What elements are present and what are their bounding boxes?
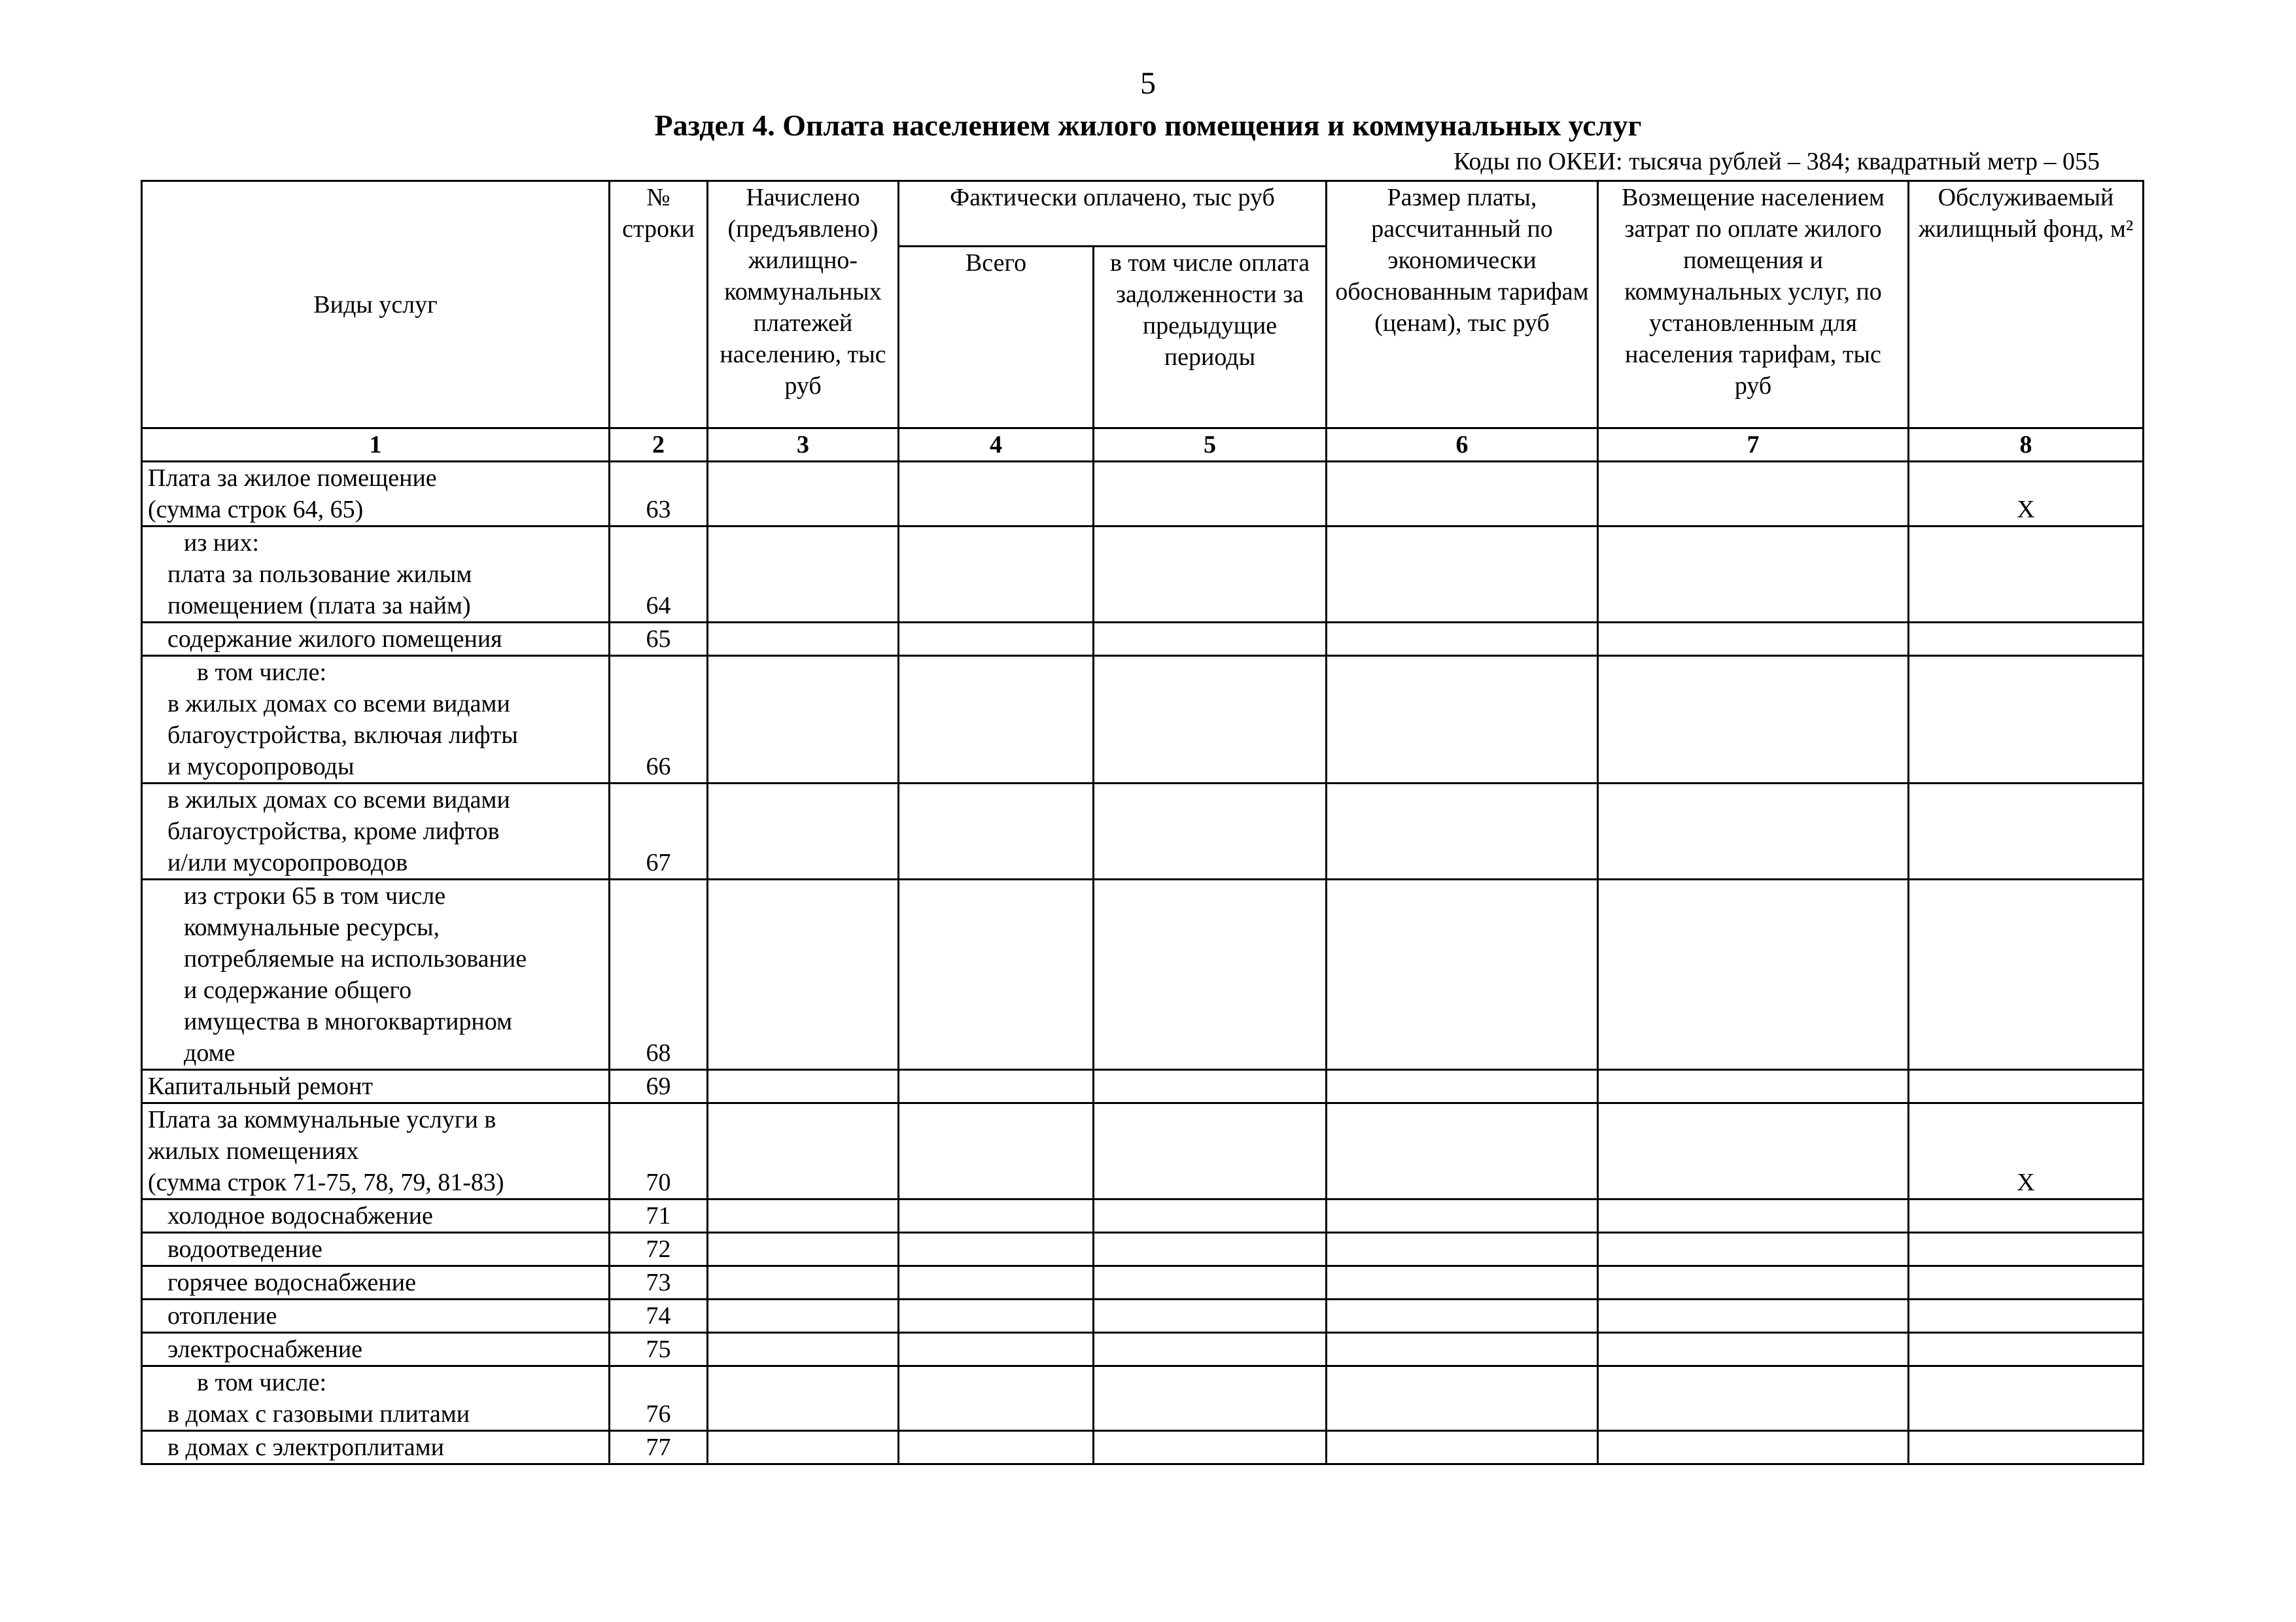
data-cell-col-3[interactable]: [708, 1199, 899, 1233]
table-row: [142, 1103, 2144, 1199]
header-paid-total: Всего: [899, 247, 1094, 428]
housing-stock-cell[interactable]: [1909, 656, 2144, 784]
data-cell-col-4[interactable]: [899, 1300, 1094, 1333]
table-row: [142, 1333, 2144, 1366]
row-code: 75: [610, 1333, 708, 1366]
data-cell-col-6[interactable]: [1327, 1070, 1598, 1103]
data-cell-col-3[interactable]: [708, 1431, 899, 1464]
row-code: 73: [610, 1266, 708, 1300]
data-cell-col-6[interactable]: [1327, 1233, 1598, 1266]
table-row: [142, 1431, 2144, 1464]
data-cell-col-6[interactable]: [1327, 1300, 1598, 1333]
row-label-line: плата за пользование жилым: [167, 561, 472, 588]
row-label-line: и/или мусоропроводов: [167, 849, 408, 876]
data-cell-col-7[interactable]: [1598, 1266, 1909, 1300]
data-cell-col-5[interactable]: [1094, 880, 1327, 1070]
data-cell-col-5[interactable]: [1094, 1300, 1327, 1333]
row-label-line: из строки 65 в том числе: [184, 882, 446, 910]
data-cell-col-6[interactable]: [1327, 1266, 1598, 1300]
data-cell-col-6[interactable]: [1327, 880, 1598, 1070]
row-label-line: потребляемые на использование: [184, 945, 527, 973]
data-cell-col-7[interactable]: [1598, 1366, 1909, 1431]
row-label-line: и мусоропроводы: [167, 753, 355, 780]
header-econ-tariff: Размер платы, рассчитанный по экономически обоснованным тарифам (ценам), тыс руб: [1327, 181, 1598, 428]
housing-stock-cell[interactable]: [1909, 1070, 2144, 1103]
data-cell-col-3[interactable]: [708, 1300, 899, 1333]
data-cell-col-4[interactable]: [899, 1333, 1094, 1366]
row-label-line: содержание жилого помещения: [167, 625, 502, 653]
row-label-line: жилых помещениях: [148, 1137, 359, 1165]
row-label: [142, 1300, 610, 1333]
housing-stock-cell: Х: [1909, 462, 2144, 526]
row-label-line: Плата за коммунальные услуги в: [148, 1106, 496, 1133]
data-cell-col-7[interactable]: [1598, 1199, 1909, 1233]
data-cell-col-7[interactable]: [1598, 1233, 1909, 1266]
row-label-line: коммунальные ресурсы,: [184, 914, 440, 941]
table-row: [142, 1300, 2144, 1333]
table-row: [142, 880, 2144, 1070]
table-row: [142, 1266, 2144, 1300]
housing-stock-cell[interactable]: [1909, 1431, 2144, 1464]
data-cell-col-7[interactable]: [1598, 1431, 1909, 1464]
table-row: [142, 623, 2144, 656]
okei-codes-note: Коды по ОКЕИ: тысяча рублей – 384; квадратный метр – 055: [1453, 148, 2100, 175]
housing-stock-cell[interactable]: [1909, 623, 2144, 656]
data-cell-col-4[interactable]: [899, 1266, 1094, 1300]
data-cell-col-4[interactable]: [899, 1103, 1094, 1199]
row-label: [142, 526, 610, 623]
row-code: 65: [610, 623, 708, 656]
data-cell-col-3[interactable]: [708, 1070, 899, 1103]
data-cell-col-4[interactable]: [899, 1233, 1094, 1266]
column-number-7: 7: [1598, 428, 1909, 462]
housing-stock-cell[interactable]: [1909, 784, 2144, 880]
housing-stock-cell[interactable]: [1909, 880, 2144, 1070]
table-row: [142, 1366, 2144, 1431]
row-code: 68: [610, 880, 708, 1070]
row-label-line: благоустройства, кроме лифтов: [167, 818, 500, 845]
row-code: 67: [610, 784, 708, 880]
row-label-line: холодное водоснабжение: [167, 1202, 433, 1230]
row-label-line: в домах с электроплитами: [167, 1434, 445, 1461]
data-cell-col-4[interactable]: [899, 880, 1094, 1070]
data-cell-col-3[interactable]: [708, 656, 899, 784]
table-row: [142, 526, 2144, 623]
data-cell-col-6[interactable]: [1327, 1199, 1598, 1233]
row-code: 71: [610, 1199, 708, 1233]
data-cell-col-3[interactable]: [708, 1366, 899, 1431]
header-services: Виды услуг: [142, 181, 610, 428]
data-cell-col-7[interactable]: [1598, 784, 1909, 880]
housing-stock-cell[interactable]: [1909, 526, 2144, 623]
data-cell-col-5[interactable]: [1094, 1199, 1327, 1233]
table-row: [142, 1199, 2144, 1233]
data-cell-col-4[interactable]: [899, 1366, 1094, 1431]
row-label-line: в домах с газовыми плитами: [167, 1400, 470, 1428]
data-cell-col-6[interactable]: [1327, 1366, 1598, 1431]
data-cell-col-5[interactable]: [1094, 1431, 1327, 1464]
table-row: [142, 1233, 2144, 1266]
row-label-line: отопление: [167, 1302, 277, 1330]
data-cell-col-6[interactable]: [1327, 1431, 1598, 1464]
header-reimbursement: Возмещение населением затрат по оплате жилого помещения и коммунальных услуг, по установленным для населения тарифам, тыс руб: [1598, 181, 1909, 428]
data-cell-col-5[interactable]: [1094, 1233, 1327, 1266]
row-label-line: горячее водоснабжение: [167, 1269, 416, 1296]
data-cell-col-6[interactable]: [1327, 623, 1598, 656]
data-cell-col-3[interactable]: [708, 1103, 899, 1199]
row-label: [142, 1070, 610, 1103]
data-cell-col-5[interactable]: [1094, 526, 1327, 623]
column-number-8: 8: [1909, 428, 2144, 462]
data-cell-col-6[interactable]: [1327, 526, 1598, 623]
data-cell-col-3[interactable]: [708, 526, 899, 623]
row-label-line: электроснабжение: [167, 1336, 363, 1363]
row-code: 63: [610, 462, 708, 526]
column-number-1: 1: [142, 428, 610, 462]
data-cell-col-4[interactable]: [899, 462, 1094, 526]
column-number-2: 2: [610, 428, 708, 462]
row-label-line: доме: [184, 1039, 235, 1067]
header-housing-stock: Обслуживаемый жилищный фонд, м²: [1909, 181, 2144, 428]
row-label-line: благоустройства, включая лифты: [167, 721, 518, 749]
data-cell-col-7[interactable]: [1598, 656, 1909, 784]
housing-stock-cell[interactable]: [1909, 1199, 2144, 1233]
header-row-number: № строки: [610, 181, 708, 428]
data-cell-col-4[interactable]: [899, 1199, 1094, 1233]
data-cell-col-3[interactable]: [708, 1233, 899, 1266]
row-label-line: (сумма строк 64, 65): [148, 496, 364, 523]
row-label: [142, 1266, 610, 1300]
housing-stock-cell[interactable]: [1909, 1266, 2144, 1300]
row-label: [142, 1103, 610, 1199]
row-label-line: помещением (плата за найм): [167, 592, 471, 619]
column-number-4: 4: [899, 428, 1094, 462]
row-label-line: в жилых домах со всеми видами: [167, 690, 510, 717]
table-row: [142, 462, 2144, 526]
data-cell-col-5[interactable]: [1094, 656, 1327, 784]
column-numbers-row: [142, 428, 2144, 462]
row-label: [142, 784, 610, 880]
row-label-line: в том числе:: [197, 659, 327, 686]
data-cell-col-7[interactable]: [1598, 623, 1909, 656]
data-cell-col-5[interactable]: [1094, 1266, 1327, 1300]
row-label-line: Плата за жилое помещение: [148, 464, 437, 492]
data-cell-col-6[interactable]: [1327, 656, 1598, 784]
data-cell-col-5[interactable]: [1094, 623, 1327, 656]
column-number-6: 6: [1327, 428, 1598, 462]
data-cell-col-3[interactable]: [708, 784, 899, 880]
row-label-line: и содержание общего: [184, 976, 412, 1004]
data-cell-col-7[interactable]: [1598, 880, 1909, 1070]
row-label: [142, 1199, 610, 1233]
data-cell-col-7[interactable]: [1598, 1103, 1909, 1199]
row-label: [142, 1233, 610, 1266]
data-cell-col-4[interactable]: [899, 656, 1094, 784]
data-cell-col-7[interactable]: [1598, 1300, 1909, 1333]
data-cell-col-6[interactable]: [1327, 1103, 1598, 1199]
data-cell-col-5[interactable]: [1094, 462, 1327, 526]
row-label: [142, 880, 610, 1070]
data-cell-col-4[interactable]: [899, 1431, 1094, 1464]
data-cell-col-6[interactable]: [1327, 1333, 1598, 1366]
housing-stock-cell[interactable]: [1909, 1300, 2144, 1333]
row-label-line: имущества в многоквартирном: [184, 1008, 513, 1035]
housing-stock-cell[interactable]: [1909, 1366, 2144, 1431]
header-accrued: Начислено (предъявлено) жилищно-коммунальных платежей населению, тыс руб: [708, 181, 899, 428]
row-code: 64: [610, 526, 708, 623]
data-cell-col-7[interactable]: [1598, 526, 1909, 623]
row-label: [142, 462, 610, 526]
row-label: [142, 1333, 610, 1366]
data-cell-col-3[interactable]: [708, 623, 899, 656]
data-cell-col-5[interactable]: [1094, 784, 1327, 880]
data-cell-col-3[interactable]: [708, 880, 899, 1070]
data-cell-col-4[interactable]: [899, 1070, 1094, 1103]
section-title: Раздел 4. Оплата населением жилого помещения и коммунальных услуг: [654, 109, 1642, 142]
data-cell-col-5[interactable]: [1094, 1333, 1327, 1366]
data-cell-col-5[interactable]: [1094, 1366, 1327, 1431]
data-cell-col-6[interactable]: [1327, 784, 1598, 880]
data-cell-col-4[interactable]: [899, 526, 1094, 623]
data-cell-col-3[interactable]: [708, 1333, 899, 1366]
page-number: 5: [1140, 66, 1156, 101]
data-cell-col-5[interactable]: [1094, 1103, 1327, 1199]
data-cell-col-3[interactable]: [708, 462, 899, 526]
row-label: [142, 623, 610, 656]
header-paid-debt: в том числе оплата задолженности за предыдущие периоды: [1094, 247, 1327, 428]
row-code: 76: [610, 1366, 708, 1431]
row-label-line: водоотведение: [167, 1235, 322, 1263]
data-cell-col-5[interactable]: [1094, 1070, 1327, 1103]
housing-stock-cell[interactable]: [1909, 1233, 2144, 1266]
data-cell-col-7[interactable]: [1598, 462, 1909, 526]
housing-stock-cell: Х: [1909, 1103, 2144, 1199]
payment-form-table: [141, 180, 2144, 1465]
table-row: [142, 656, 2144, 784]
row-code: 70: [610, 1103, 708, 1199]
data-cell-col-4[interactable]: [899, 623, 1094, 656]
row-label-line: в жилых домах со всеми видами: [167, 786, 510, 814]
data-cell-col-6[interactable]: [1327, 462, 1598, 526]
row-label-line: в том числе:: [197, 1369, 327, 1396]
row-code: 72: [610, 1233, 708, 1266]
row-label: [142, 1431, 610, 1464]
data-cell-col-4[interactable]: [899, 784, 1094, 880]
header-paid-group: Фактически оплачено, тыс руб: [899, 181, 1327, 247]
data-cell-col-3[interactable]: [708, 1266, 899, 1300]
column-number-3: 3: [708, 428, 899, 462]
column-number-5: 5: [1094, 428, 1327, 462]
row-label-line: (сумма строк 71-75, 78, 79, 81-83): [148, 1169, 504, 1196]
row-code: 69: [610, 1070, 708, 1103]
row-code: 74: [610, 1300, 708, 1333]
row-label: [142, 656, 610, 784]
housing-stock-cell[interactable]: [1909, 1333, 2144, 1366]
row-code: 66: [610, 656, 708, 784]
row-label-line: Капитальный ремонт: [148, 1073, 374, 1100]
data-cell-col-7[interactable]: [1598, 1333, 1909, 1366]
row-label-line: из них:: [184, 529, 260, 557]
data-cell-col-7[interactable]: [1598, 1070, 1909, 1103]
row-code: 77: [610, 1431, 708, 1464]
table-row: [142, 784, 2144, 880]
table-row: [142, 1070, 2144, 1103]
row-label: [142, 1366, 610, 1431]
